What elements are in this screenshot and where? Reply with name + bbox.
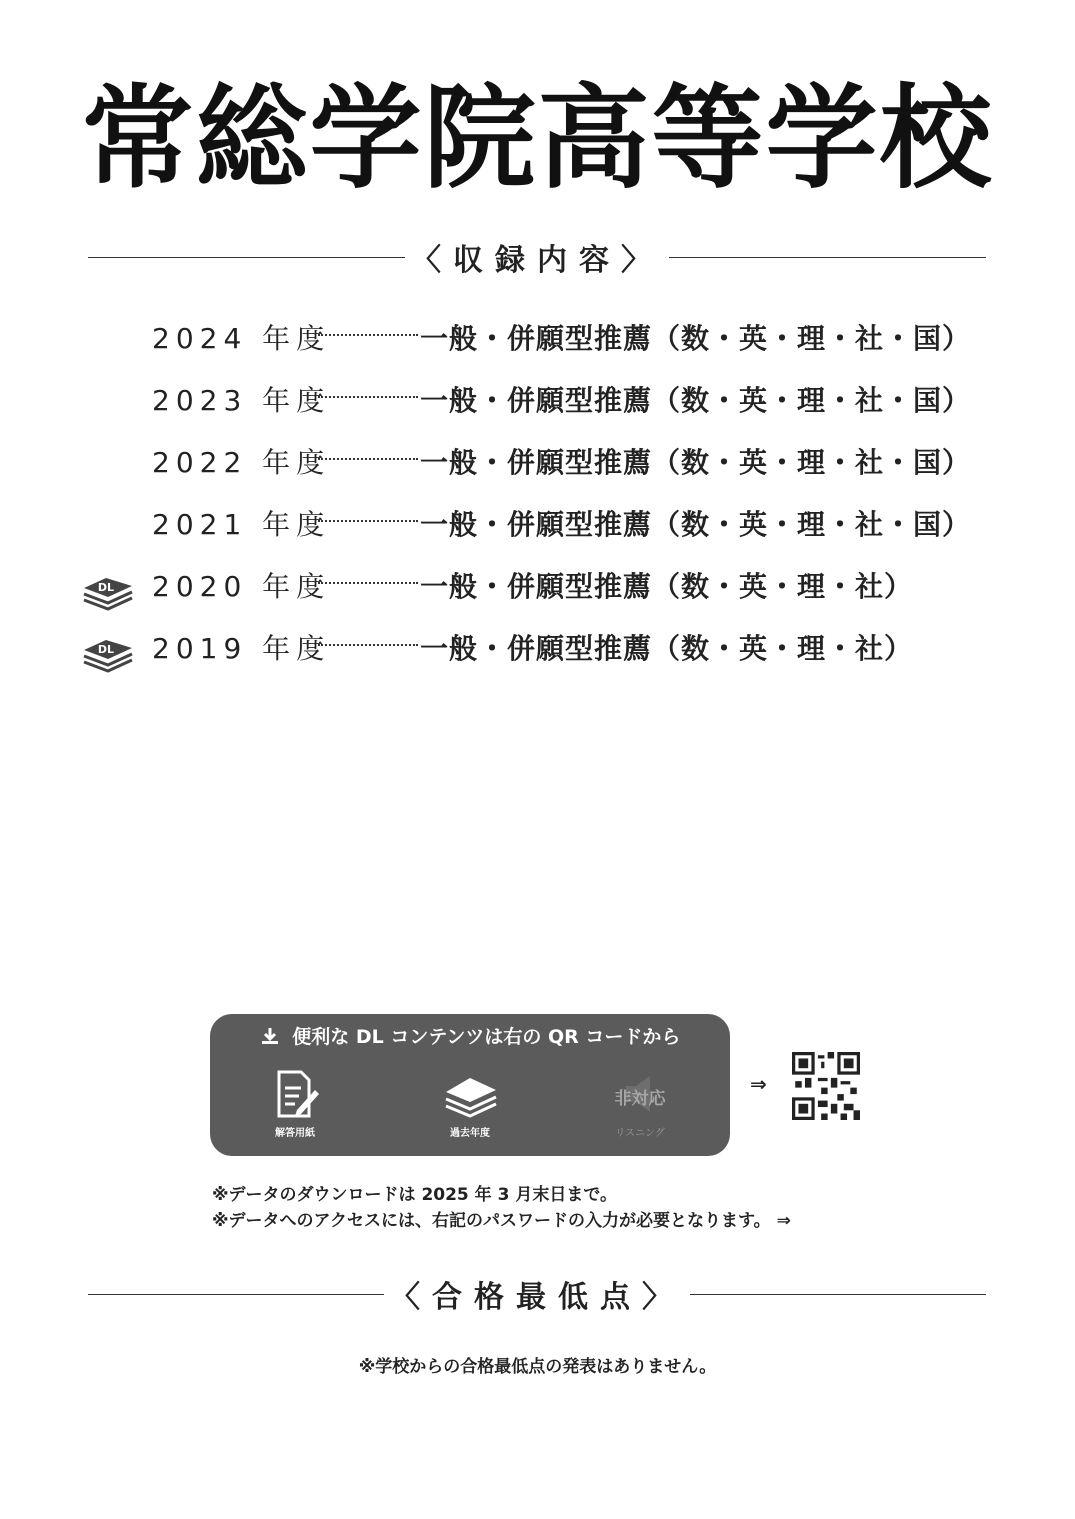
feature-past-years (425, 1066, 515, 1139)
divider (88, 257, 405, 258)
dl-icon-text: DL (97, 643, 115, 656)
leader-dots (318, 396, 418, 398)
leader-dots (318, 334, 418, 336)
feature-label: 過去年度 (450, 1128, 490, 1139)
feature-label: リスニング (615, 1128, 665, 1139)
year-label: 2020 年度 (152, 570, 331, 603)
divider (669, 257, 986, 258)
exam-desc: 一般・併願型推薦（数・英・理・社・国） (420, 446, 972, 479)
exam-desc: 一般・併願型推薦（数・英・理・社） (420, 632, 914, 665)
books-icon (440, 1066, 500, 1122)
feature-answer-sheet (250, 1066, 340, 1139)
contents-heading-label: 〈収録内容〉 (411, 243, 663, 278)
note-password: ※データへのアクセスには、右記のパスワードの入力が必要となります。 ⇒ (212, 1211, 791, 1231)
feature-label: 解答用紙 (275, 1128, 315, 1139)
min-score-note: ※学校からの合格最低点の発表はありません。 (358, 1357, 717, 1377)
year-label: 2024 年度 (152, 322, 331, 355)
arrow-to-qr: ⇒ (750, 1072, 767, 1096)
answer-sheet-icon (267, 1066, 323, 1122)
dl-panel-title-row (210, 1022, 730, 1049)
leader-dots (318, 520, 418, 522)
year-label: 2023 年度 (152, 384, 331, 417)
year-label: 2021 年度 (152, 508, 331, 541)
dl-books-icon (78, 560, 136, 612)
min-score-heading (88, 1269, 986, 1319)
download-icon (260, 1026, 280, 1046)
leader-dots (318, 458, 418, 460)
year-label: 2022 年度 (152, 446, 331, 479)
leader-dots (318, 582, 418, 584)
exam-desc: 一般・併願型推薦（数・英・理・社・国） (420, 322, 972, 355)
dl-panel-title: 便利な DL コンテンツは右の QR コードから (292, 1026, 681, 1048)
min-score-heading-label: 〈合格最低点〉 (390, 1280, 684, 1315)
dl-content-panel (210, 1014, 730, 1156)
contents-heading (88, 232, 986, 282)
divider (88, 1294, 384, 1295)
page-title: 常総学院高等学校 (81, 74, 994, 204)
dl-icon-text: DL (97, 581, 115, 594)
leader-dots (318, 644, 418, 646)
divider (690, 1294, 986, 1295)
dl-books-icon (78, 622, 136, 674)
exam-desc: 一般・併願型推薦（数・英・理・社・国） (420, 384, 972, 417)
year-label: 2019 年度 (152, 632, 331, 665)
listening-icon (595, 1066, 685, 1122)
exam-desc: 一般・併願型推薦（数・英・理・社） (420, 570, 914, 603)
qr-code-icon[interactable] (792, 1052, 860, 1120)
download-notes (212, 1182, 791, 1234)
not-supported-badge: 非対応 (614, 1089, 666, 1109)
exam-desc: 一般・併願型推薦（数・英・理・社・国） (420, 508, 972, 541)
feature-listening (595, 1066, 685, 1139)
note-deadline: ※データのダウンロードは 2025 年 3 月末日まで。 (212, 1185, 618, 1205)
